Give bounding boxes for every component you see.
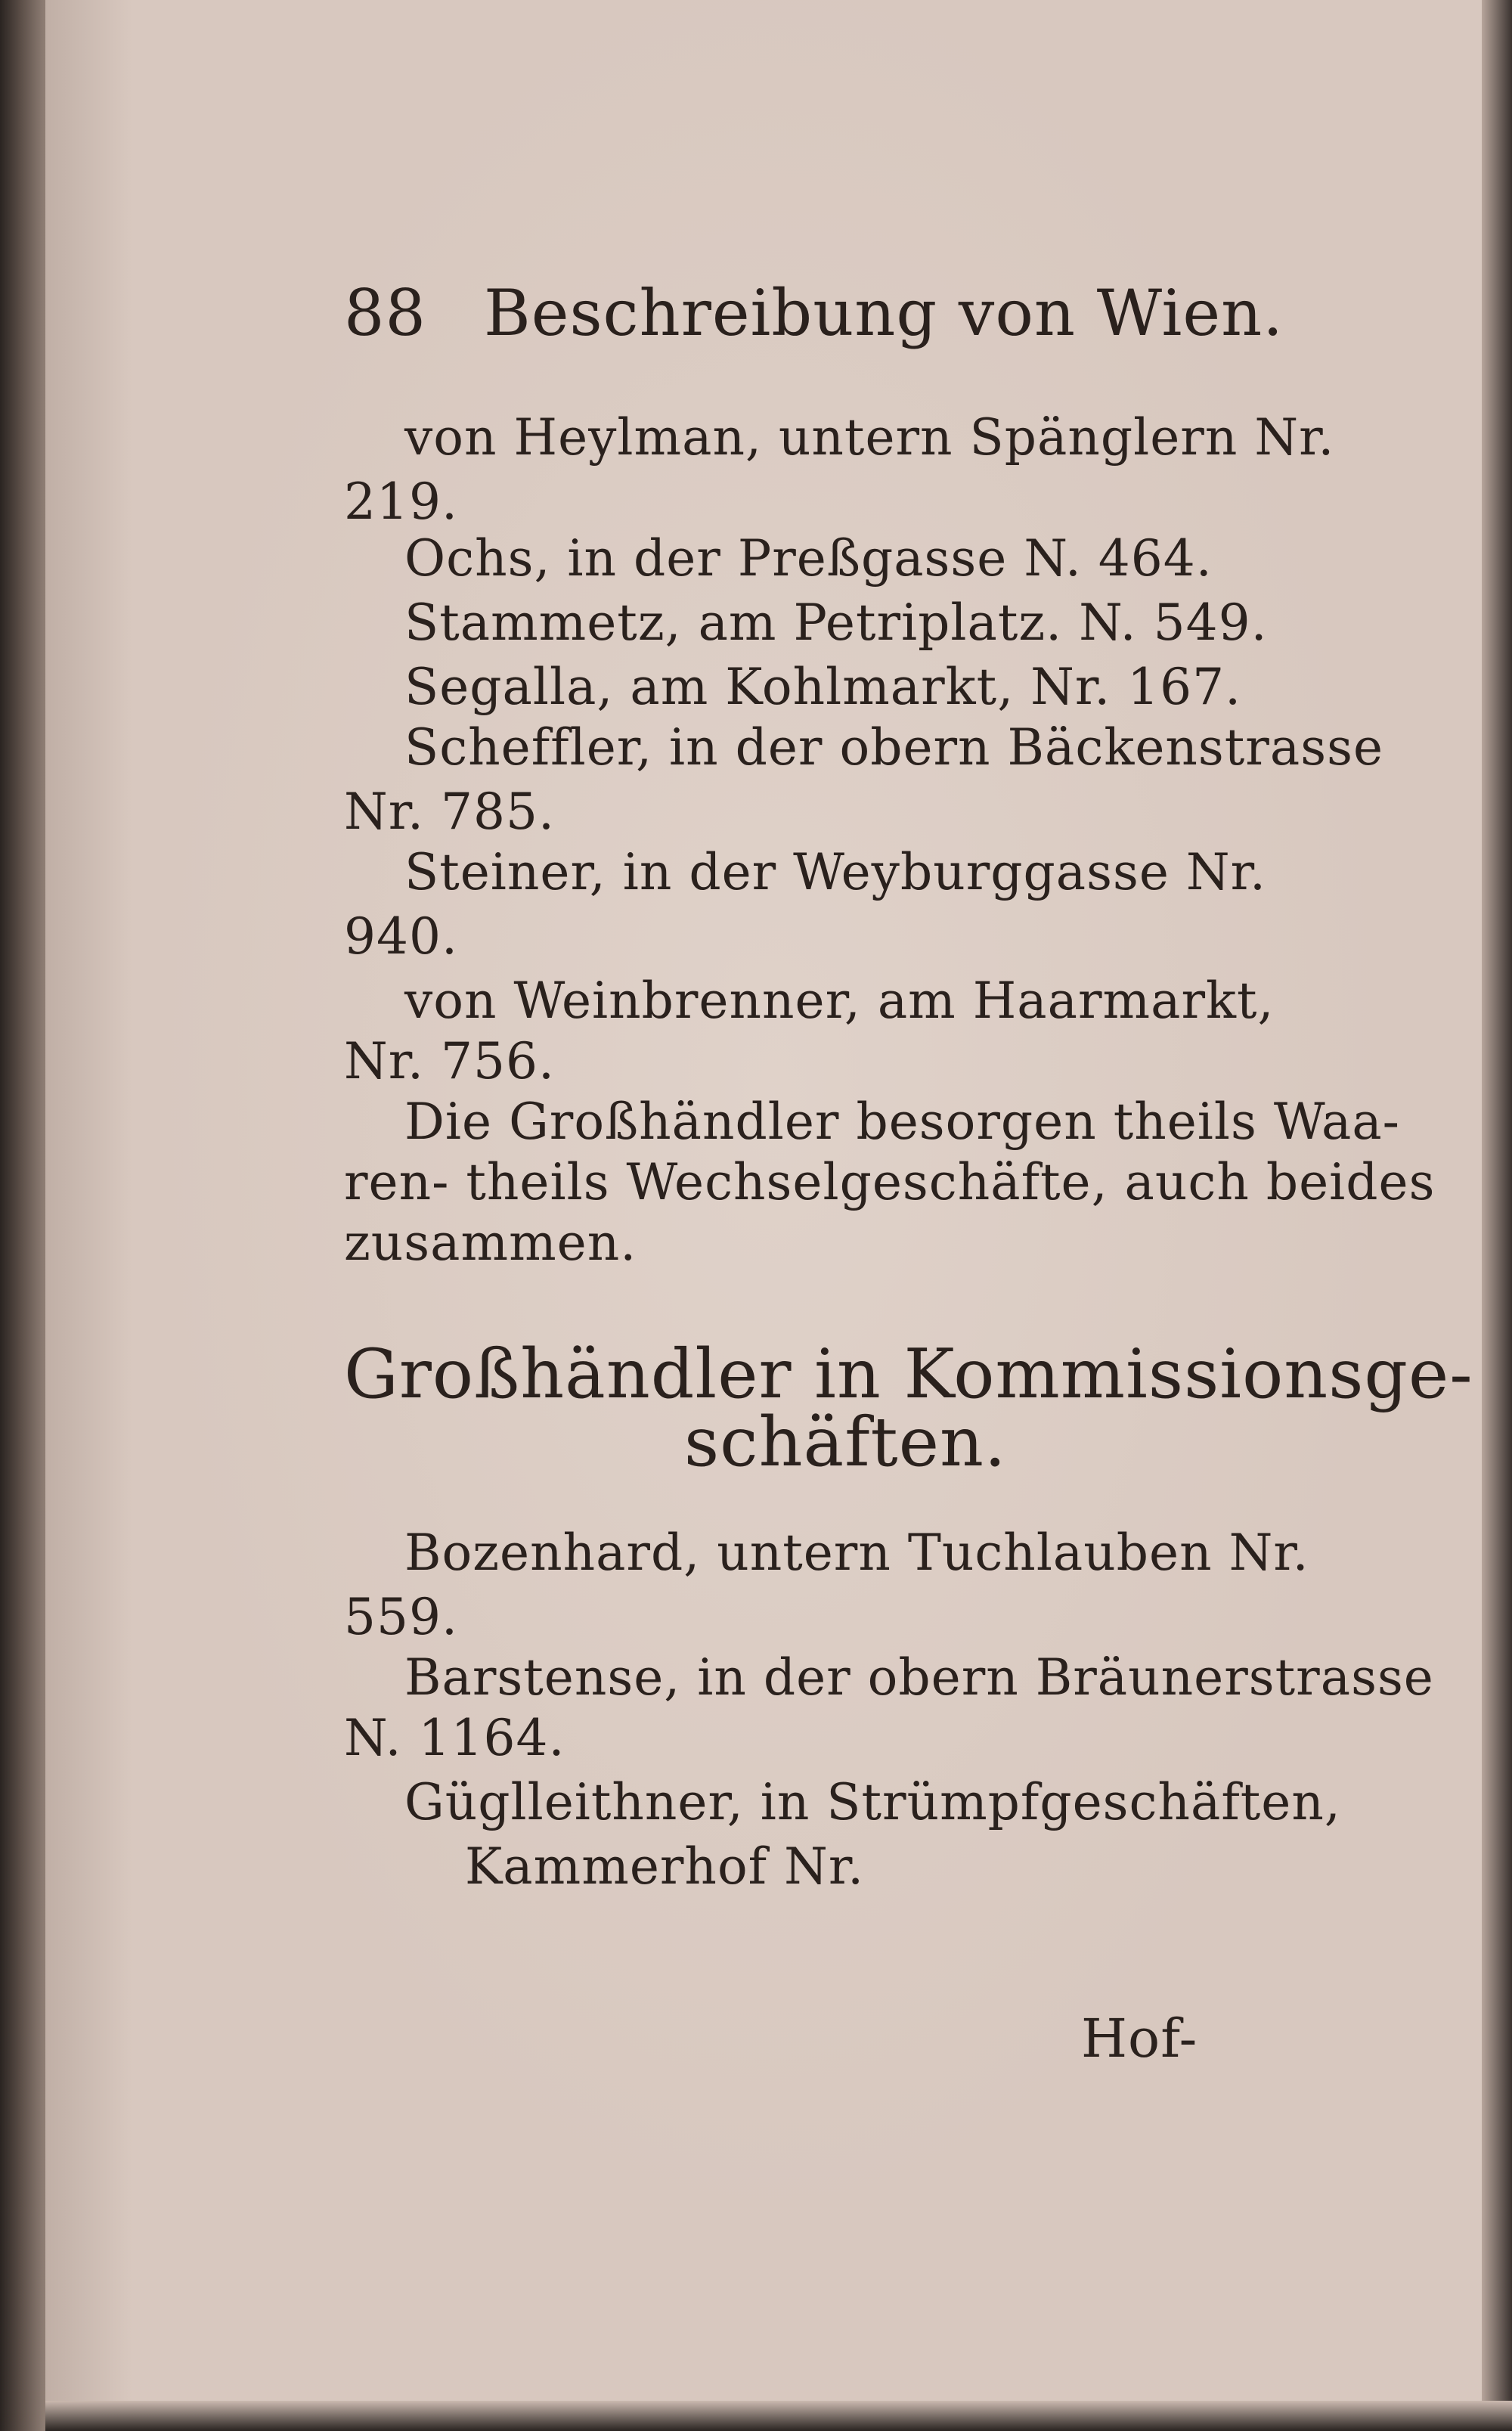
entry-line: von Weinbrenner, am Haarmarkt, <box>404 972 1275 1030</box>
paragraph-line: ren- theils Wechselgeschäfte, auch beides <box>344 1153 1436 1211</box>
page-right-shadow <box>1482 0 1512 2431</box>
page-bottom-shadow <box>45 2401 1512 2431</box>
book-page <box>45 0 1501 2431</box>
entry-line: Kammerhof Nr. <box>465 1837 865 1896</box>
entry-line: N. 1164. <box>344 1709 565 1767</box>
entry-line: Segalla, am Kohlmarkt, Nr. 167. <box>404 658 1242 716</box>
entry-line: Stammetz, am Petriplatz. N. 549. <box>404 594 1268 652</box>
paragraph-line: zusammen. <box>344 1214 637 1272</box>
catchword: Hof- <box>1081 2008 1198 2070</box>
section-heading: schäften. <box>684 1403 1007 1482</box>
page-number: 88 <box>344 276 426 350</box>
entry-line: Ochs, in der Preßgasse N. 464. <box>404 529 1213 588</box>
entry-line: Steiner, in der Weyburggasse Nr. <box>404 843 1266 901</box>
entry-line: von Heylman, untern Spänglern Nr. <box>404 408 1335 467</box>
entry-line: Bozenhard, untern Tuchlauben Nr. <box>404 1524 1309 1582</box>
entry-line: 940. <box>344 907 458 966</box>
entry-line: Scheffler, in der obern Bäckenstrasse <box>404 718 1383 777</box>
entry-line: Nr. 785. <box>344 783 555 841</box>
entry-line: Barstense, in der obern Bräunerstrasse <box>404 1648 1434 1707</box>
paragraph-line: Die Großhändler besorgen theils Waa- <box>404 1093 1400 1151</box>
section-heading: Großhändler in Kommissionsge- <box>344 1335 1473 1414</box>
entry-line: Güglleithner, in Strümpfgeschäften, <box>404 1773 1341 1831</box>
running-title: Beschreibung von Wien. <box>484 276 1284 350</box>
entry-line: Nr. 756. <box>344 1032 555 1090</box>
entry-line: 559. <box>344 1588 458 1646</box>
entry-line: 219. <box>344 473 458 531</box>
